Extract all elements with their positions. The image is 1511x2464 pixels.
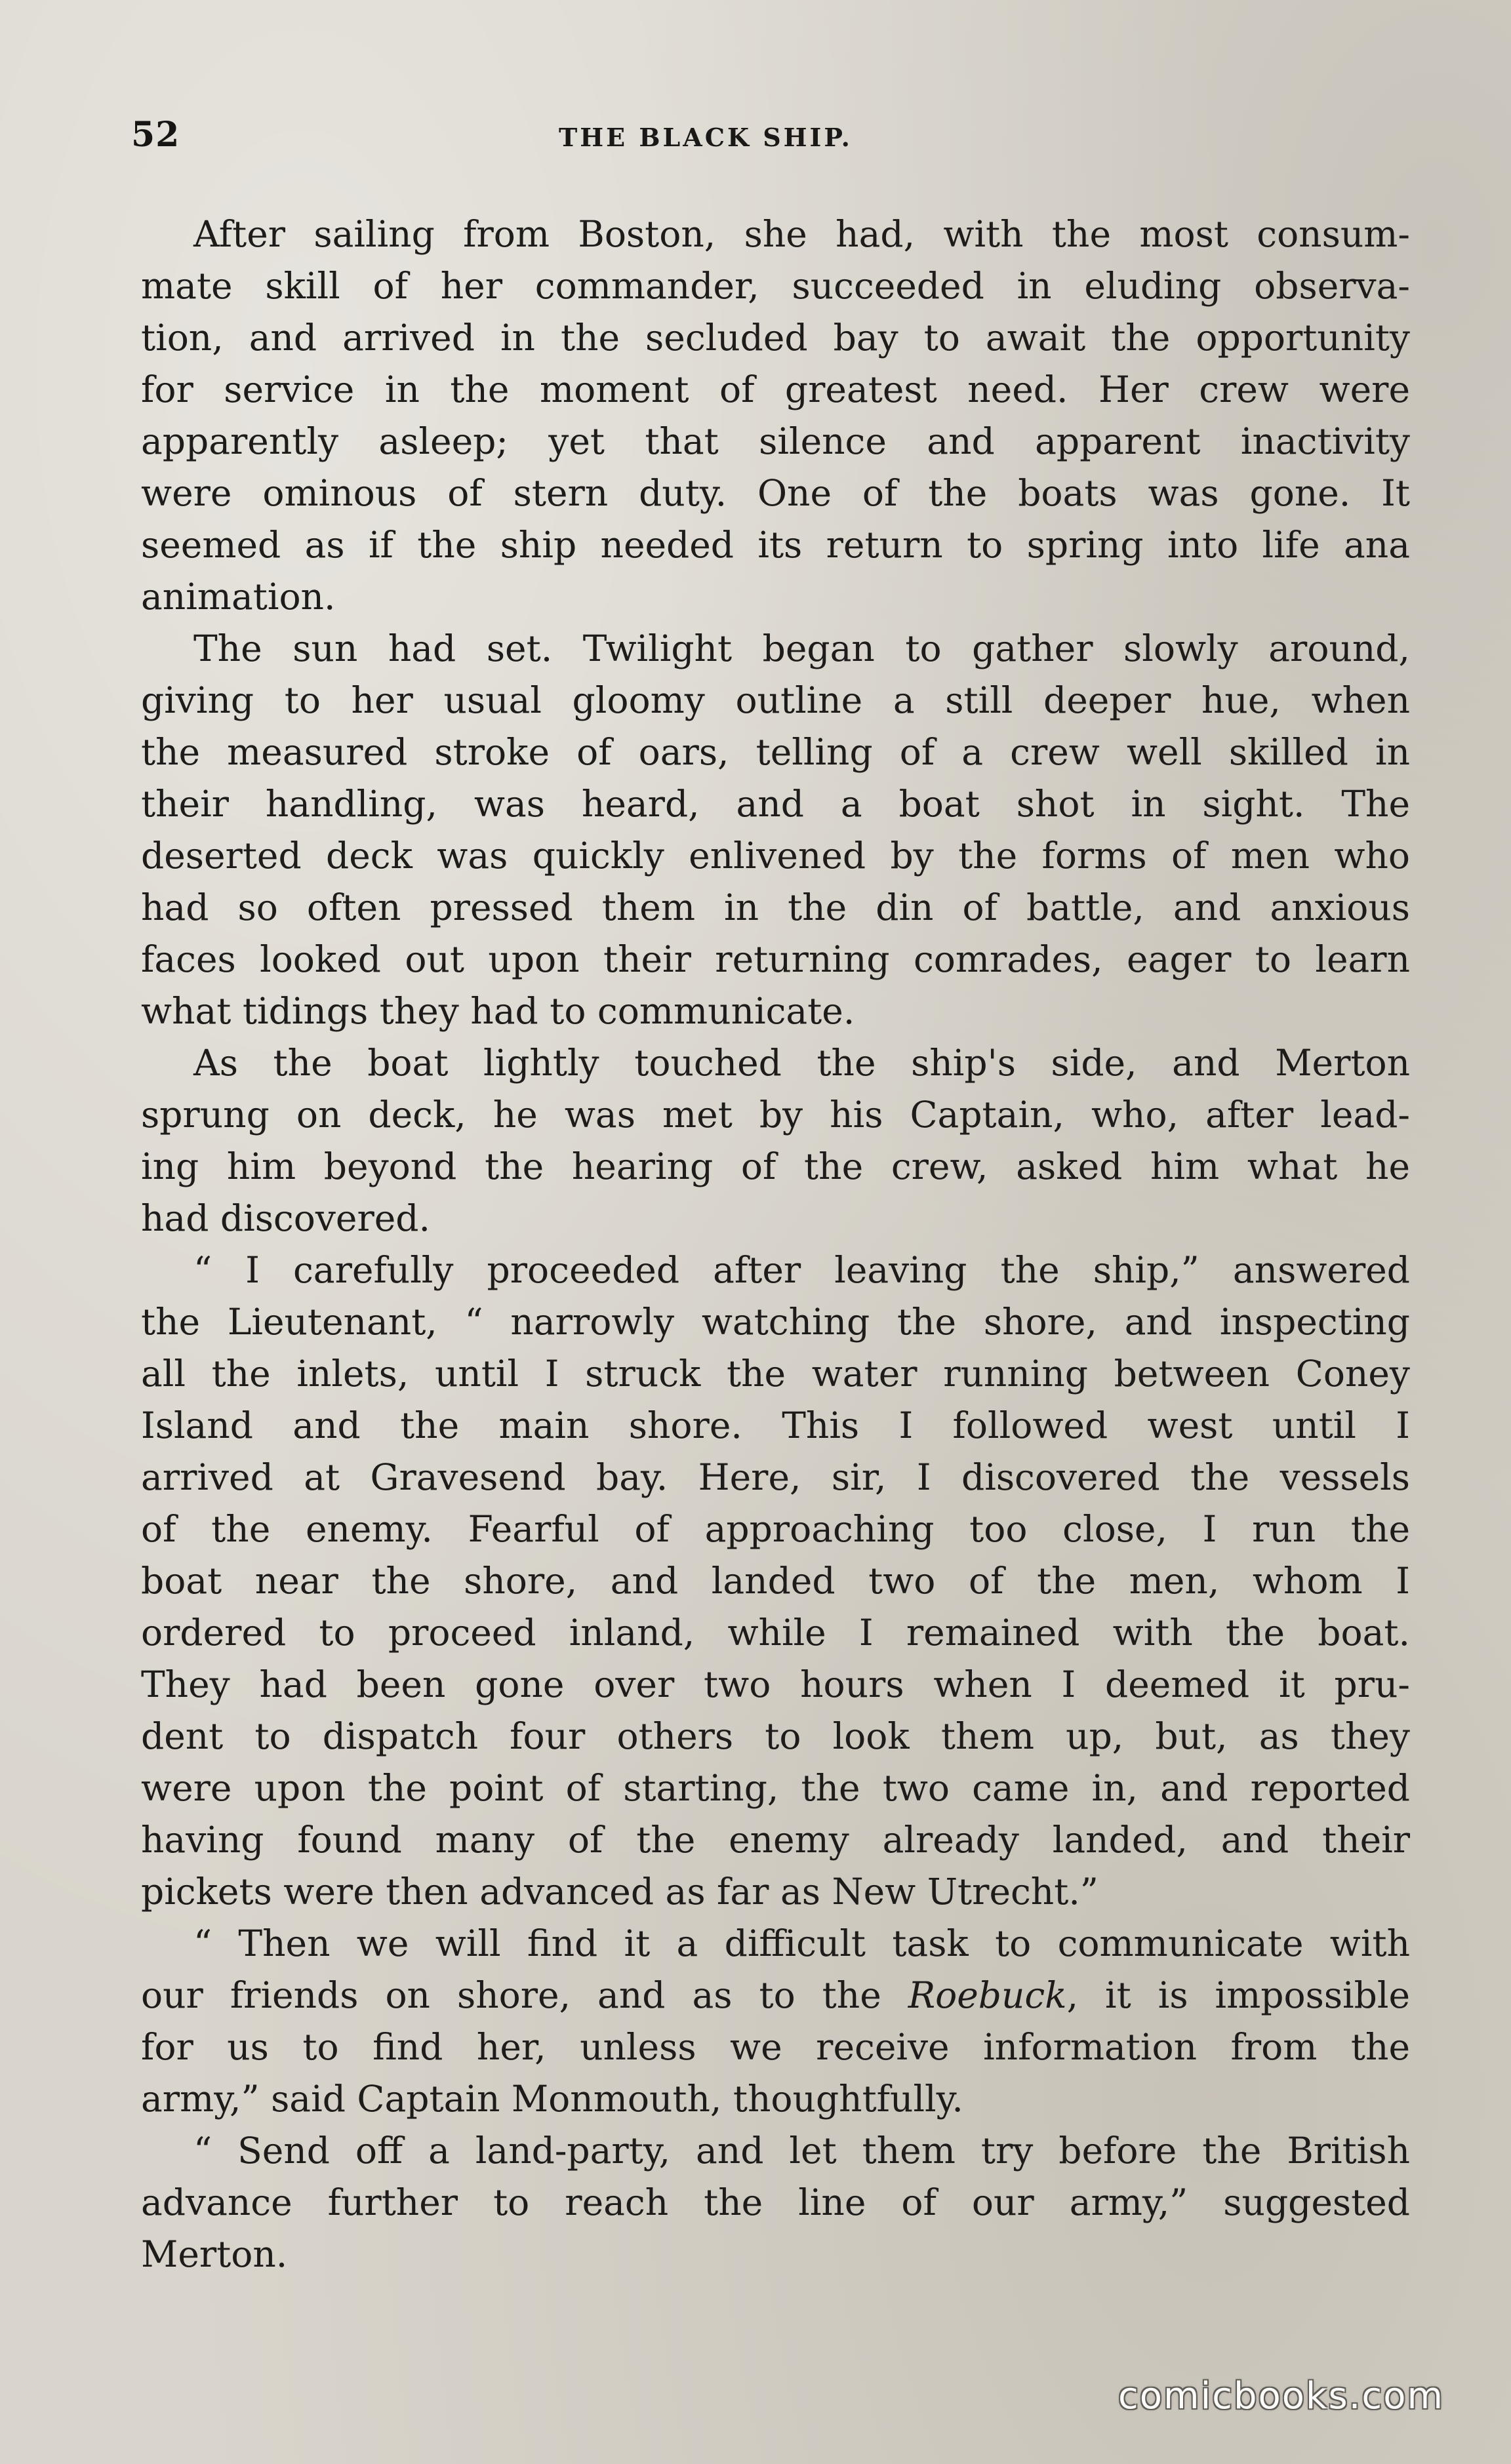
- text-line: animation.: [141, 576, 336, 618]
- text-line: After sailing from Boston, she had, with the most consum-: [193, 213, 1410, 255]
- text-line: They had been gone over two hours when I deemed it pru-: [141, 1663, 1410, 1705]
- text-line: for service in the moment of greatest need. Her crew were: [141, 368, 1410, 410]
- text-line: Island and the main shore. This I followed west until I: [141, 1404, 1410, 1446]
- text-line: “ Then we will find it a difficult task to communicate with: [193, 1922, 1410, 1964]
- text-line: apparently asleep; yet that silence and apparent inactivity: [141, 420, 1410, 462]
- text-line: had discovered.: [141, 1197, 430, 1239]
- text-line: of the enemy. Fearful of approaching too close, I run the: [141, 1508, 1410, 1550]
- text-line: had so often pressed them in the din of battle, and anxious: [141, 886, 1410, 928]
- text-line: As the boat lightly touched the ship's side, and Merton: [193, 1042, 1410, 1084]
- page-number: 52: [131, 115, 180, 155]
- text-line: Merton.: [141, 2233, 288, 2275]
- text-segment: , it is impossible: [1066, 1974, 1410, 2016]
- text-line: faces looked out upon their returning comrades, eager to learn: [141, 938, 1410, 980]
- watermark: comicbooks.com: [1118, 2375, 1445, 2417]
- text-line: the Lieutenant, “ narrowly watching the shore, and inspecting: [141, 1301, 1410, 1343]
- text-line: were ominous of stern duty. One of the boats was gone. It: [141, 472, 1410, 514]
- text-line: giving to her usual gloomy outline a still deeper hue, when: [141, 679, 1410, 721]
- text-line: tion, and arrived in the secluded bay to await the opportunity: [141, 317, 1410, 359]
- text-line: dent to dispatch four others to look them up, but, as they: [141, 1715, 1410, 1757]
- text-line: arrived at Gravesend bay. Here, sir, I discovered the vessels: [141, 1456, 1410, 1498]
- text-line: sprung on deck, he was met by his Captain, who, after lead-: [141, 1094, 1410, 1136]
- text-line: army,” said Captain Monmouth, thoughtfully.: [141, 2078, 963, 2120]
- text-line: were upon the point of starting, the two came in, and reported: [141, 1767, 1410, 1809]
- text-line: for us to find her, unless we receive information from the: [141, 2026, 1410, 2068]
- text-line: what tidings they had to communicate.: [141, 990, 855, 1032]
- text-line: advance further to reach the line of our army,” suggested: [141, 2181, 1410, 2223]
- text-line: pickets were then advanced as far as New Utrecht.”: [141, 1871, 1098, 1913]
- text-line: “ I carefully proceeded after leaving the ship,” answered: [193, 1249, 1410, 1291]
- text-line: having found many of the enemy already landed, and their: [141, 1819, 1410, 1861]
- text-line: boat near the shore, and landed two of the men, whom I: [141, 1560, 1410, 1602]
- text-line: ordered to proceed inland, while I remained with the boat.: [141, 1612, 1410, 1654]
- body-text: [141, 209, 1410, 2280]
- text-line: mate skill of her commander, succeeded in eluding observa-: [141, 265, 1410, 307]
- text-line: ing him beyond the hearing of the crew, asked him what he: [141, 1145, 1410, 1187]
- text-line: all the inlets, until I struck the water running between Coney: [141, 1353, 1410, 1395]
- ship-name-italic: Roebuck: [908, 1974, 1067, 2016]
- page-header: [131, 115, 1410, 161]
- text-line: their handling, was heard, and a boat shot in sight. The: [141, 783, 1410, 825]
- text-line: seemed as if the ship needed its return to spring into life ana: [141, 524, 1410, 566]
- text-line: the measured stroke of oars, telling of a crew well skilled in: [141, 731, 1410, 773]
- text-line: The sun had set. Twilight began to gather slowly around,: [193, 627, 1410, 669]
- running-title: THE BLACK SHIP.: [559, 123, 853, 152]
- text-line: deserted deck was quickly enlivened by the forms of men who: [141, 835, 1410, 877]
- text-line: “ Send off a land-party, and let them try before the British: [193, 2130, 1410, 2172]
- text-segment: our friends on shore, and as to the: [141, 1974, 908, 2016]
- text-line: [141, 1970, 1410, 2021]
